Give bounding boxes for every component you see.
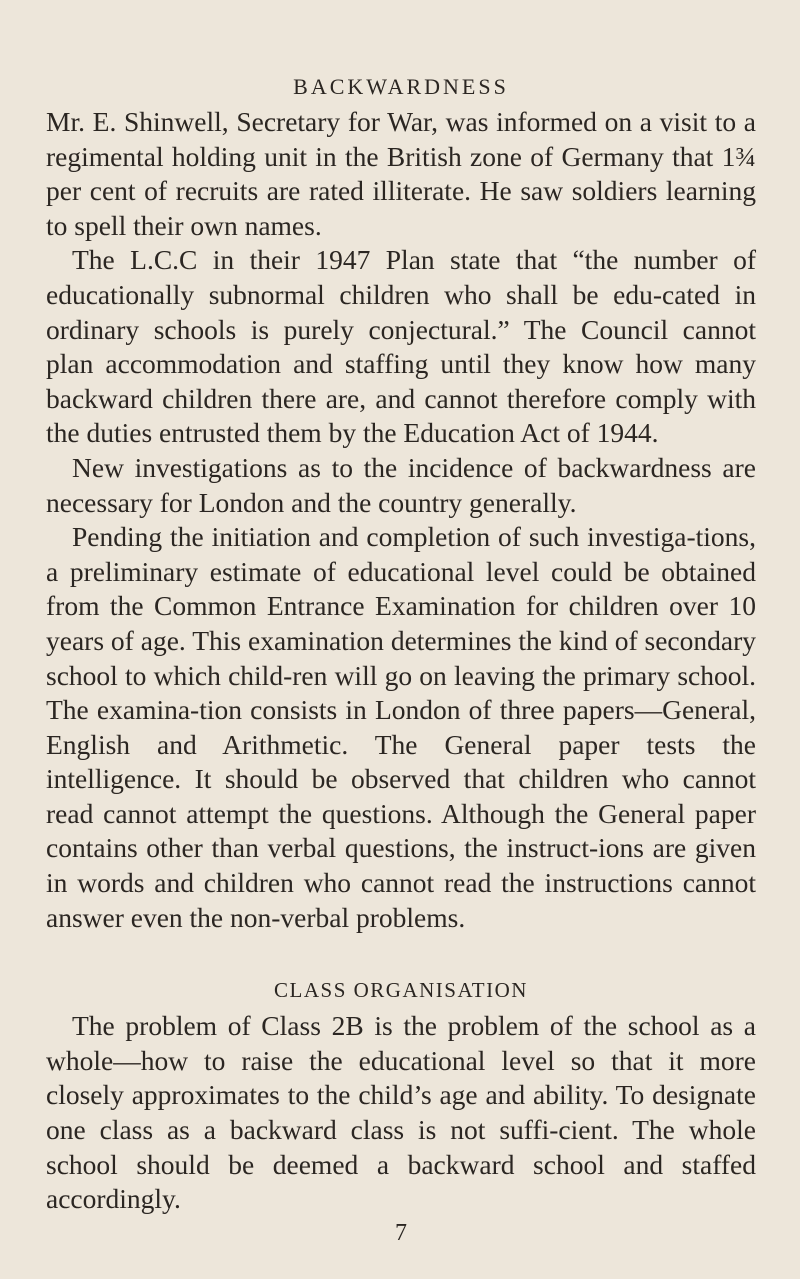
paragraph-shinwell: Mr. E. Shinwell, Secretary for War, was informed on a visit to a regimental holding unit in the British zone of Germany that 1¾ per cent of recruits are rated illiterate. He saw soldiers learning to spell their own names. — [46, 106, 756, 241]
paragraph-common-entrance: Pending the initiation and completion of such investiga-tions, a preliminary estimate of educational level could be obtained from the Common Entrance Examination for children over 10 years of age. This examination determines the kind of secondary school to which child-ren will go on leaving the primary school. The examina-tion consists in London of three papers—General, English and Arithmetic. The General paper tests the intelligence. It should be observed that children who cannot read cannot attempt the questions. Although the General paper contains other than verbal questions, the instruct-ions are given in words and children who cannot read the instructions cannot answer even the non-verbal problems. — [46, 521, 756, 933]
page-number: 7 — [395, 1219, 407, 1246]
paragraph-class-2b: The problem of Class 2B is the problem of the school as a whole—how to raise the educational level so that it more closely approximates to the child’s age and ability. To designate one class as a backward class is not suffi-cient. The whole school should be deemed a backward school and staffed accordingly. — [46, 1010, 756, 1215]
running-head: BACKWARDNESS — [293, 74, 509, 99]
paragraph-new-investigations: New investigations as to the incidence of backwardness are necessary for London and the country generally. — [46, 451, 756, 518]
section-heading: CLASS ORGANISATION — [274, 978, 528, 1003]
paragraph-lcc-plan: The L.C.C in their 1947 Plan state that “the number of educationally subnormal children who shall be edu-cated in ordinary schools is purely conjectural.” The Council cannot plan accommodation and staffing until they know how many backward children there are, and cannot therefore comply with the duties entrusted them by the Education Act of 1944. — [46, 244, 756, 449]
